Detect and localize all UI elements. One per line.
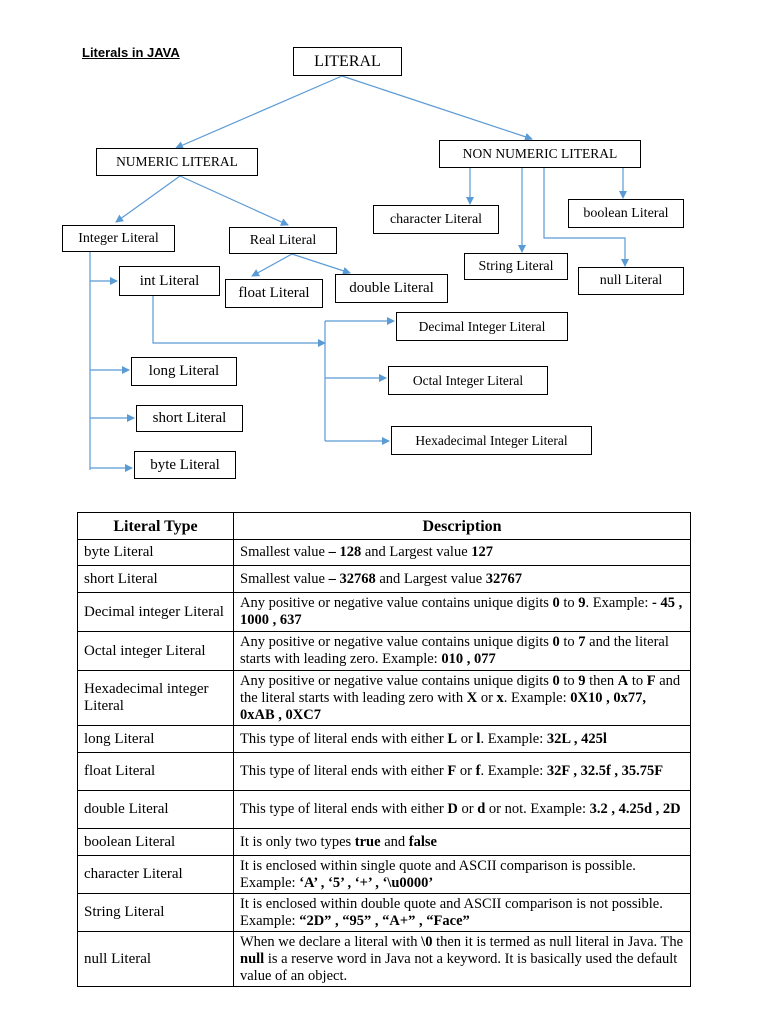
table-row — [78, 856, 691, 894]
description-bold-text: 32L , 425l — [546, 730, 607, 747]
description-text: or not. Example: — [485, 801, 590, 817]
description-cell — [234, 566, 691, 593]
description-cell — [234, 593, 691, 632]
description-bold-text: - 45 , 1000 , 637 — [240, 595, 683, 628]
table-row — [78, 829, 691, 856]
table-row — [78, 566, 691, 593]
literal-type-cell: character Literal — [78, 856, 234, 894]
node-literal: LITERAL — [293, 47, 402, 76]
table-row — [78, 632, 691, 671]
description-cell — [234, 829, 691, 856]
description-text: then it is termed as null literal in Java. The — [432, 933, 684, 950]
description-text: Any positive or negative value contains unique digits — [240, 672, 553, 689]
node-non-numeric-literal: NON NUMERIC LITERAL — [439, 140, 641, 168]
literal-table — [77, 512, 691, 987]
description-bold-text: 3.2 , 4.25d , 2D — [589, 801, 681, 817]
node-decimal-integer-literal: Decimal Integer Literal — [396, 312, 568, 341]
table-row — [78, 671, 691, 726]
description-bold-text: 127 — [471, 544, 494, 560]
description-text: Any positive or negative value contains unique digits — [240, 595, 553, 611]
literal-type-cell: short Literal — [78, 566, 234, 593]
description-text: . Example: — [480, 730, 547, 747]
node-hexadecimal-integer-literal: Hexadecimal Integer Literal — [391, 426, 592, 455]
node-octal-integer-literal: Octal Integer Literal — [388, 366, 548, 395]
description-bold-text: “2D” , “95” , “A+” , “Face” — [299, 912, 470, 929]
node-short-literal: short Literal — [136, 405, 243, 432]
description-text: This type of literal ends with either — [240, 763, 448, 779]
table-row — [78, 726, 691, 753]
description-bold-text: 7 — [578, 634, 586, 650]
description-cell — [234, 726, 691, 753]
description-bold-text: ‘A’ , ‘5’ , ‘+’ , ‘\u0000’ — [299, 874, 434, 891]
description-text: When we declare a literal with — [240, 933, 422, 950]
node-boolean-literal: boolean Literal — [568, 199, 684, 228]
description-bold-text: – 128 — [328, 544, 362, 560]
description-text: It is only two types — [240, 833, 355, 850]
table-row — [78, 791, 691, 829]
description-cell — [234, 932, 691, 987]
description-text: and the literal starts with leading zero. Example: — [240, 634, 669, 667]
description-bold-text: 010 , 077 — [441, 651, 496, 667]
description-text: is a reserve word in Java not a keyword. It is basically used the default value of an object. — [240, 950, 678, 984]
header-description: Description — [234, 513, 691, 540]
description-cell — [234, 632, 691, 671]
description-bold-text: 0 — [552, 595, 560, 611]
node-byte-literal: byte Literal — [134, 451, 236, 479]
description-text: This type of literal ends with either — [240, 801, 448, 817]
description-text: or — [477, 689, 497, 706]
description-cell — [234, 856, 691, 894]
description-text: to — [559, 595, 579, 611]
description-bold-text: 32F , 32.5f , 35.75F — [546, 763, 664, 779]
description-bold-text: \0 — [421, 933, 433, 950]
header-literal-type: Literal Type — [78, 513, 234, 540]
description-bold-text: F — [447, 763, 457, 779]
description-bold-text: 0 — [552, 672, 560, 689]
description-text: Smallest value — [240, 544, 329, 560]
literal-type-cell: double Literal — [78, 791, 234, 829]
description-text: It is enclosed within double quote and ASCII comparison is not possible. Example: — [240, 895, 663, 929]
literal-type-cell: long Literal — [78, 726, 234, 753]
literal-type-cell: Hexadecimal integer Literal — [78, 671, 234, 726]
description-bold-text: x — [496, 689, 504, 706]
table-row — [78, 593, 691, 632]
description-bold-text: L — [447, 730, 458, 747]
table-row — [78, 540, 691, 566]
description-bold-text: f — [475, 763, 481, 779]
description-text: It is enclosed within single quote and ASCII comparison is possible. Example: — [240, 857, 636, 891]
description-bold-text: 9 — [578, 595, 586, 611]
description-bold-text: 0 — [552, 634, 560, 650]
literal-type-cell: Octal integer Literal — [78, 632, 234, 671]
table-row — [78, 894, 691, 932]
node-real-literal: Real Literal — [229, 227, 337, 254]
description-text: to — [559, 672, 579, 689]
description-bold-text: F — [646, 672, 656, 689]
description-cell — [234, 791, 691, 829]
description-text: or — [457, 730, 477, 747]
description-cell — [234, 671, 691, 726]
description-text: . Example: — [503, 689, 571, 706]
node-long-literal: long Literal — [131, 357, 237, 386]
description-text: . Example: — [480, 763, 547, 779]
description-bold-text: false — [408, 833, 437, 850]
literal-type-cell: null Literal — [78, 932, 234, 987]
node-null-literal: null Literal — [578, 267, 684, 295]
literal-type-cell: byte Literal — [78, 540, 234, 566]
page-title: Literals in JAVA — [82, 45, 180, 60]
table-header-row — [78, 513, 691, 540]
description-text: or — [457, 801, 478, 817]
description-cell — [234, 753, 691, 791]
description-bold-text: l — [476, 730, 481, 747]
description-bold-text: d — [477, 801, 486, 817]
description-text: and — [380, 833, 409, 850]
literal-type-cell: float Literal — [78, 753, 234, 791]
description-bold-text: true — [354, 833, 381, 850]
description-text: . Example: — [585, 595, 652, 611]
description-text: or — [456, 763, 476, 779]
literal-type-cell: boolean Literal — [78, 829, 234, 856]
description-text: to — [628, 672, 647, 689]
table-row — [78, 753, 691, 791]
description-bold-text: 0X10 , 0x77, 0xAB , 0XC7 — [240, 689, 646, 723]
description-bold-text: 9 — [578, 672, 586, 689]
description-bold-text: – 32768 — [328, 570, 376, 587]
node-double-literal: double Literal — [335, 274, 448, 303]
description-text: to — [559, 634, 579, 650]
description-bold-text: 32767 — [485, 570, 523, 587]
description-text: Any positive or negative value contains unique digits — [240, 634, 553, 650]
node-integer-literal: Integer Literal — [62, 225, 175, 252]
node-numeric-literal: NUMERIC LITERAL — [96, 148, 258, 176]
node-character-literal: character Literal — [373, 205, 499, 234]
node-float-literal: float Literal — [225, 279, 323, 308]
description-bold-text: D — [447, 801, 458, 817]
description-text: and Largest value — [361, 544, 472, 560]
description-bold-text: X — [466, 689, 478, 706]
description-text: and Largest value — [375, 570, 486, 587]
description-text: Smallest value — [240, 570, 329, 587]
node-int-literal: int Literal — [119, 266, 220, 296]
description-text: then — [585, 672, 618, 689]
description-cell — [234, 540, 691, 566]
literal-type-cell: Decimal integer Literal — [78, 593, 234, 632]
description-text: and the literal starts with leading zero with — [240, 672, 681, 706]
literal-type-cell: String Literal — [78, 894, 234, 932]
description-bold-text: null — [240, 950, 265, 967]
description-text: This type of literal ends with either — [240, 730, 448, 747]
description-cell — [234, 894, 691, 932]
table-row — [78, 932, 691, 987]
node-string-literal: String Literal — [464, 253, 568, 280]
description-bold-text: A — [617, 672, 629, 689]
